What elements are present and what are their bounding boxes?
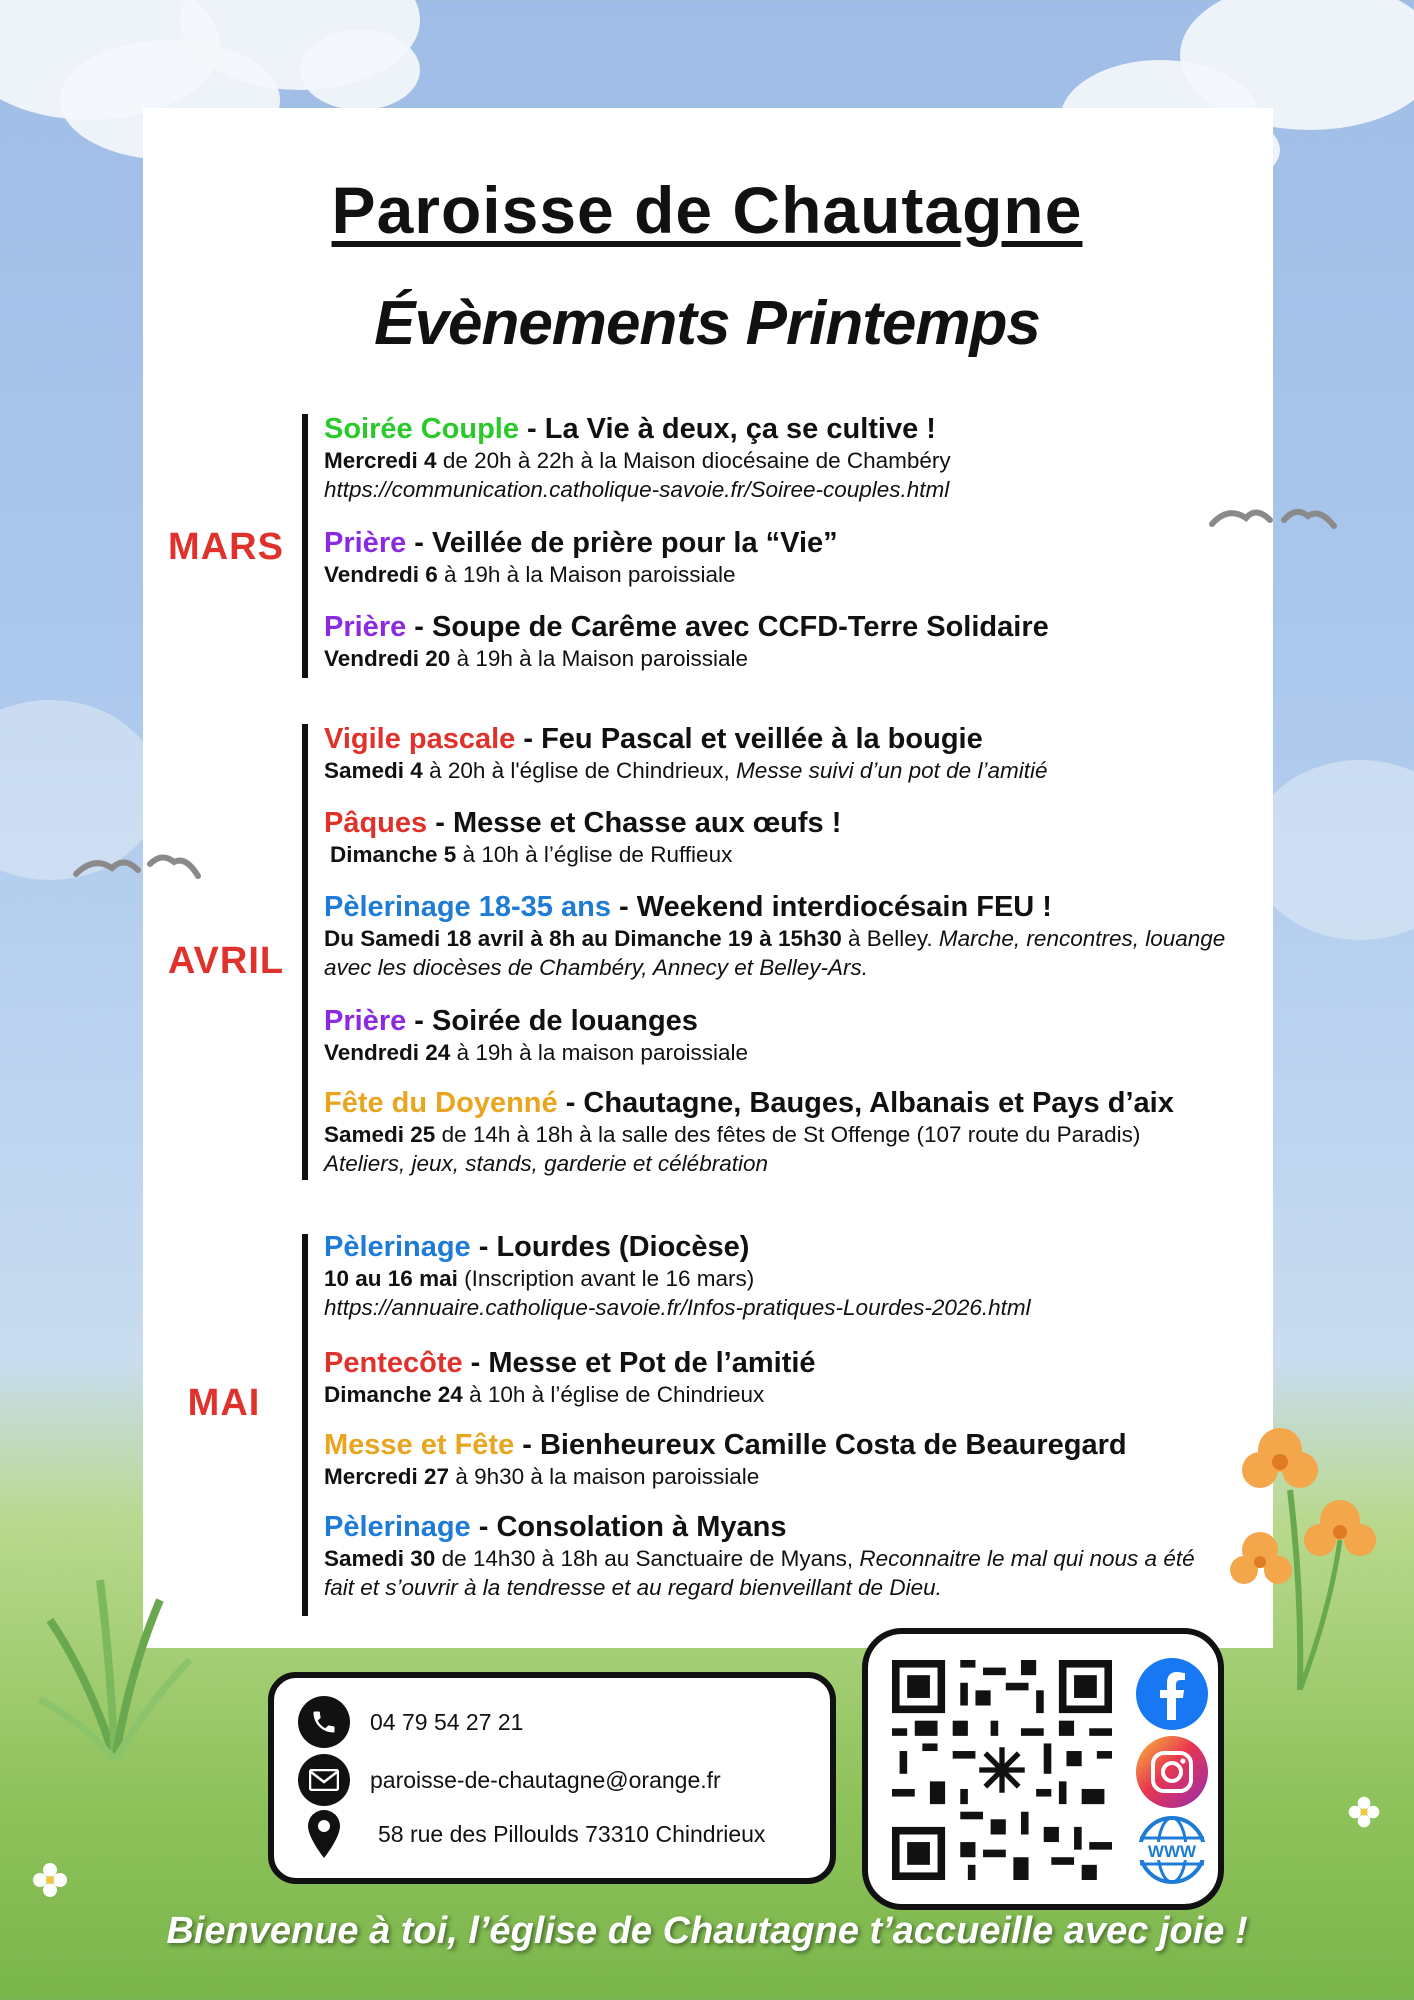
event-title: - Veillée de prière pour la “Vie” bbox=[406, 527, 838, 559]
event-item bbox=[324, 412, 1264, 504]
month-label: MARS bbox=[168, 526, 284, 568]
event-details: à 9h30 à la maison paroissiale bbox=[449, 1464, 760, 1489]
event-item bbox=[324, 722, 1264, 785]
welcome-banner: Bienvenue à toi, l’église de Chautagne t’accueille avec joie ! bbox=[166, 1910, 1248, 1952]
event-date: Dimanche 5 bbox=[330, 842, 457, 867]
event-date: Vendredi 24 bbox=[324, 1040, 451, 1065]
event-date: Vendredi 20 bbox=[324, 646, 451, 671]
event-date: Mercredi 27 bbox=[324, 1464, 450, 1489]
event-details: (Inscription avant le 16 mars) bbox=[457, 1266, 755, 1291]
email-address[interactable]: paroisse-de-chautagne@orange.fr bbox=[370, 1766, 721, 1793]
event-title: - Lourdes (Diocèse) bbox=[470, 1231, 750, 1263]
event-category: Fête du Doyenné bbox=[324, 1087, 558, 1119]
event-title: - La Vie à deux, ça se cultive ! bbox=[519, 413, 936, 445]
address: 58 rue des Pilloulds 73310 Chindrieux bbox=[378, 1820, 766, 1847]
event-item bbox=[324, 1346, 1264, 1409]
event-date: Mercredi 4 bbox=[324, 448, 437, 473]
event-category: Pâques bbox=[324, 807, 428, 839]
instagram-icon[interactable] bbox=[1136, 1736, 1208, 1808]
birds-icon bbox=[72, 846, 202, 892]
event-category: Pèlerinage bbox=[324, 1231, 471, 1263]
event-title: - Consolation à Myans bbox=[470, 1511, 787, 1543]
event-category: Prière bbox=[324, 1005, 407, 1037]
event-item bbox=[324, 1230, 1264, 1322]
event-title: - Chautagne, Bauges, Albanais et Pays d’aix bbox=[557, 1087, 1174, 1119]
event-note: Marche, rencontres, louange avec les diocèses de Chambéry, Annecy et Belley-Ars. bbox=[324, 926, 1226, 980]
page-subtitle: Évènements Printemps bbox=[374, 289, 1040, 358]
event-date: 10 au 16 mai bbox=[324, 1266, 458, 1291]
globe-icon[interactable] bbox=[1136, 1814, 1208, 1886]
event-category: Messe et Fête bbox=[324, 1429, 515, 1461]
event-date: Samedi 30 bbox=[324, 1546, 436, 1571]
event-note: Messe suivi d’un pot de l’amitié bbox=[736, 758, 1048, 783]
event-details: à 10h à l’église de Ruffieux bbox=[456, 842, 733, 867]
event-details: à 19h à la maison paroissiale bbox=[450, 1040, 748, 1065]
event-item bbox=[324, 526, 1264, 589]
event-title: - Weekend interdiocésain FEU ! bbox=[610, 891, 1052, 923]
event-item bbox=[324, 1428, 1264, 1491]
event-note: Ateliers, jeux, stands, garderie et célébration bbox=[324, 1151, 768, 1176]
qr-code-icon[interactable] bbox=[892, 1660, 1112, 1880]
event-details: à Belley. bbox=[841, 926, 939, 951]
event-item bbox=[324, 890, 1264, 982]
flower-decoration bbox=[1220, 1410, 1380, 1690]
event-category: Prière bbox=[324, 611, 407, 643]
contact-card bbox=[268, 1672, 836, 1884]
event-link[interactable]: https://communication.catholique-savoie.fr/Soiree-couples.html bbox=[324, 477, 950, 502]
month-divider bbox=[302, 1234, 308, 1616]
daisy-decoration bbox=[1346, 1794, 1382, 1830]
event-details: de 20h à 22h à la Maison diocésaine de Chambéry bbox=[436, 448, 951, 473]
event-title: - Feu Pascal et veillée à la bougie bbox=[515, 723, 983, 755]
event-category: Vigile pascale bbox=[324, 723, 516, 755]
event-title: - Messe et Pot de l’amitié bbox=[462, 1347, 816, 1379]
event-title: - Soupe de Carême avec CCFD-Terre Solidaire bbox=[406, 611, 1049, 643]
daisy-decoration bbox=[30, 1860, 70, 1900]
event-details: de 14h à 18h à la salle des fêtes de St Offenge (107 route du Paradis) bbox=[435, 1122, 1141, 1147]
event-date: Samedi 25 bbox=[324, 1122, 436, 1147]
event-details: à 19h à la Maison paroissiale bbox=[437, 562, 736, 587]
event-details: de 14h30 à 18h au Sanctuaire de Myans, bbox=[435, 1546, 860, 1571]
event-category: Soirée Couple bbox=[324, 413, 519, 445]
location-pin-icon bbox=[298, 1808, 350, 1860]
qr-social-card bbox=[862, 1628, 1224, 1910]
phone-icon bbox=[298, 1696, 350, 1748]
month-label: MAI bbox=[187, 1382, 261, 1424]
event-details: à 10h à l’église de Chindrieux bbox=[462, 1382, 765, 1407]
event-date: Du Samedi 18 avril à 8h au Dimanche 19 à 15h30 bbox=[324, 926, 842, 951]
event-date: Dimanche 24 bbox=[324, 1382, 463, 1407]
envelope-icon bbox=[298, 1754, 350, 1806]
event-category: Prière bbox=[324, 527, 407, 559]
event-link[interactable]: https://annuaire.catholique-savoie.fr/Infos-pratiques-Lourdes-2026.html bbox=[324, 1295, 1031, 1320]
event-item bbox=[324, 806, 1264, 869]
event-title: - Messe et Chasse aux œufs ! bbox=[427, 807, 842, 839]
event-item bbox=[324, 1086, 1264, 1178]
event-details: à 20h à l'église de Chindrieux, bbox=[422, 758, 737, 783]
event-category: Pèlerinage bbox=[324, 1511, 471, 1543]
grass-decoration bbox=[30, 1560, 200, 1760]
facebook-icon[interactable] bbox=[1136, 1658, 1208, 1730]
web-label: WWW bbox=[1147, 1842, 1197, 1861]
month-label: AVRIL bbox=[167, 940, 285, 982]
event-item bbox=[324, 610, 1264, 673]
event-item bbox=[324, 1510, 1224, 1602]
event-note: Reconnaitre le mal qui nous a été fait et s’ouvrir à la tendresse et au regard bienveillant de Dieu. bbox=[324, 1546, 1195, 1600]
event-title: - Soirée de louanges bbox=[406, 1005, 698, 1037]
event-category: Pèlerinage 18-35 ans bbox=[324, 891, 611, 923]
event-item bbox=[324, 1004, 1264, 1067]
event-date: Vendredi 6 bbox=[324, 562, 438, 587]
event-date: Samedi 4 bbox=[324, 758, 423, 783]
event-details: à 19h à la Maison paroissiale bbox=[450, 646, 748, 671]
event-title: - Bienheureux Camille Costa de Beauregard bbox=[514, 1429, 1127, 1461]
page-title: Paroisse de Chautagne bbox=[331, 173, 1083, 247]
event-category: Pentecôte bbox=[324, 1347, 463, 1379]
phone-number[interactable]: 04 79 54 27 21 bbox=[370, 1708, 524, 1735]
